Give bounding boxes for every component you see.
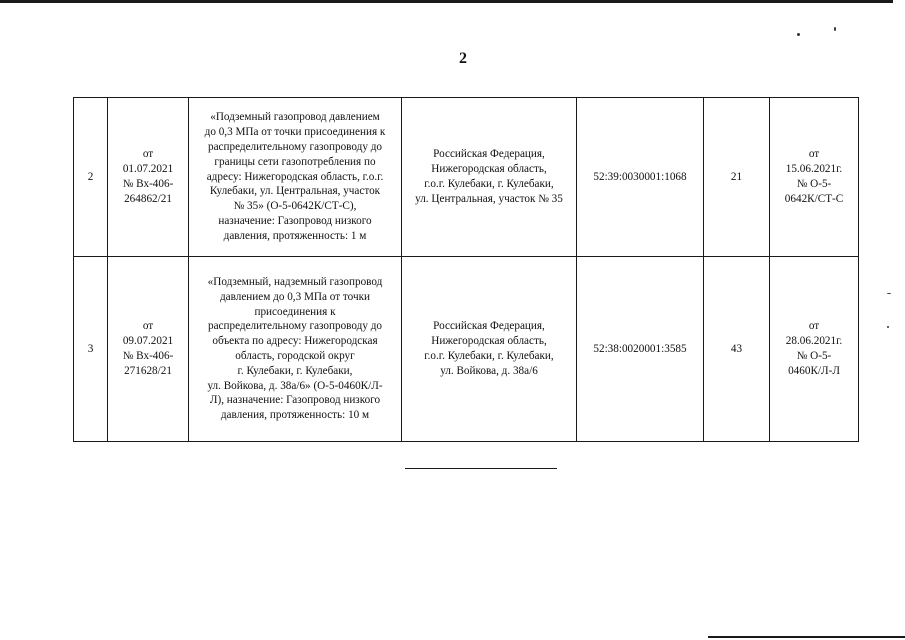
location-cell [402, 257, 577, 442]
object-description-cell [189, 98, 402, 257]
location-text-line: Российская Федерация, [433, 148, 545, 161]
location-text-line: Нижегородская область, [431, 335, 547, 348]
object-text-line: Л), назначение: Газопровод низкого [209, 394, 381, 407]
location-text-line: г.о.г. Кулебаки, г. Кулебаки, [424, 350, 554, 362]
object-text-line: «Подземный газопровод давлением [210, 111, 380, 124]
table-row [74, 98, 859, 257]
request-text-line: № Вх-406- [122, 350, 174, 362]
top-border-line [0, 0, 893, 3]
cadastral-number-cell [577, 257, 704, 442]
object-text-line: давлением до 0,3 МПа от точки [219, 290, 371, 303]
object-text-line: до 0,3 МПа от точки присоединения к [204, 126, 386, 139]
object-text-line: распределительному газопроводу до [207, 320, 383, 333]
decision-text-line: 28.06.2021г. [785, 335, 843, 348]
object-text-line: адресу: Нижегородская область, г.о.г. [206, 170, 384, 183]
object-description-cell [189, 257, 402, 442]
decision-text-line: № О-5- [796, 178, 832, 190]
area-cell [704, 98, 770, 257]
request-text-line: № Вх-406- [122, 178, 174, 190]
row-number-cell [74, 257, 108, 442]
register-table [73, 97, 859, 442]
end-of-document-line [405, 468, 557, 469]
object-text-line: «Подземный, надземный газопровод [207, 276, 383, 289]
request-text-line: от [142, 148, 154, 161]
object-text-line: присоединения к [254, 305, 336, 318]
area-cell [704, 257, 770, 442]
cadastral-number: 52:39:0030001:1068 [593, 170, 687, 183]
scan-speck [887, 326, 889, 328]
location-cell [402, 98, 577, 257]
decision-text-line: 15.06.2021г. [785, 163, 843, 176]
cadastral-number-cell [577, 98, 704, 257]
table-row [74, 257, 859, 442]
location-text-line: Нижегородская область, [431, 163, 547, 176]
decision-text-line: 0642К/СТ-С [784, 192, 844, 205]
request-text-line: 264862/21 [124, 192, 172, 205]
object-text-line: границы сети газопотребления по [214, 155, 376, 168]
decision-cell [770, 257, 859, 442]
request-cell [108, 257, 189, 442]
object-text-line: распределительному газопроводу до [207, 141, 383, 154]
cadastral-number: 52:38:0020001:3585 [593, 342, 687, 355]
request-text-line: 09.07.2021 [122, 335, 174, 348]
object-text-line: № 35» (О-5-0642К/СТ-С), [233, 200, 357, 213]
object-text-line: давления, протяженность: 1 м [223, 229, 367, 242]
object-text-line: назначение: Газопровод низкого [218, 214, 372, 227]
request-text-line: 01.07.2021 [122, 163, 174, 176]
object-text-line: объекта по адресу: Нижегородская [212, 335, 378, 348]
row-number: 2 [87, 170, 94, 183]
location-text-line: ул. Центральная, участок № 35 [415, 192, 563, 205]
scan-speck [797, 33, 800, 36]
decision-text-line: от [808, 320, 820, 333]
scan-speck [887, 293, 891, 294]
object-text-line: давления, протяженность: 10 м [220, 409, 370, 422]
decision-text-line: 0460К/Л-Л [788, 364, 840, 377]
area-value: 21 [730, 170, 743, 183]
bottom-border-line [708, 636, 905, 638]
location-text-line: ул. Войкова, д. 38а/6 [440, 364, 538, 377]
row-number: 3 [87, 342, 94, 355]
area-value: 43 [730, 342, 743, 355]
request-text-line: от [142, 320, 154, 333]
decision-cell [770, 98, 859, 257]
scan-speck [834, 27, 836, 31]
object-text-line: ул. Войкова, д. 38а/6» (О-5-0460К/Л- [207, 379, 383, 392]
object-text-line: область, городской округ [235, 350, 355, 362]
page-number: 2 [459, 50, 467, 67]
decision-text-line: от [808, 148, 820, 161]
object-text-line: г. Кулебаки, г. Кулебаки, [237, 364, 353, 377]
request-cell [108, 98, 189, 257]
object-text-line: Кулебаки, ул. Центральная, участок [209, 185, 381, 198]
location-text-line: г.о.г. Кулебаки, г. Кулебаки, [424, 178, 554, 190]
decision-text-line: № О-5- [796, 350, 832, 362]
row-number-cell [74, 98, 108, 257]
request-text-line: 271628/21 [124, 364, 172, 377]
location-text-line: Российская Федерация, [433, 320, 545, 333]
